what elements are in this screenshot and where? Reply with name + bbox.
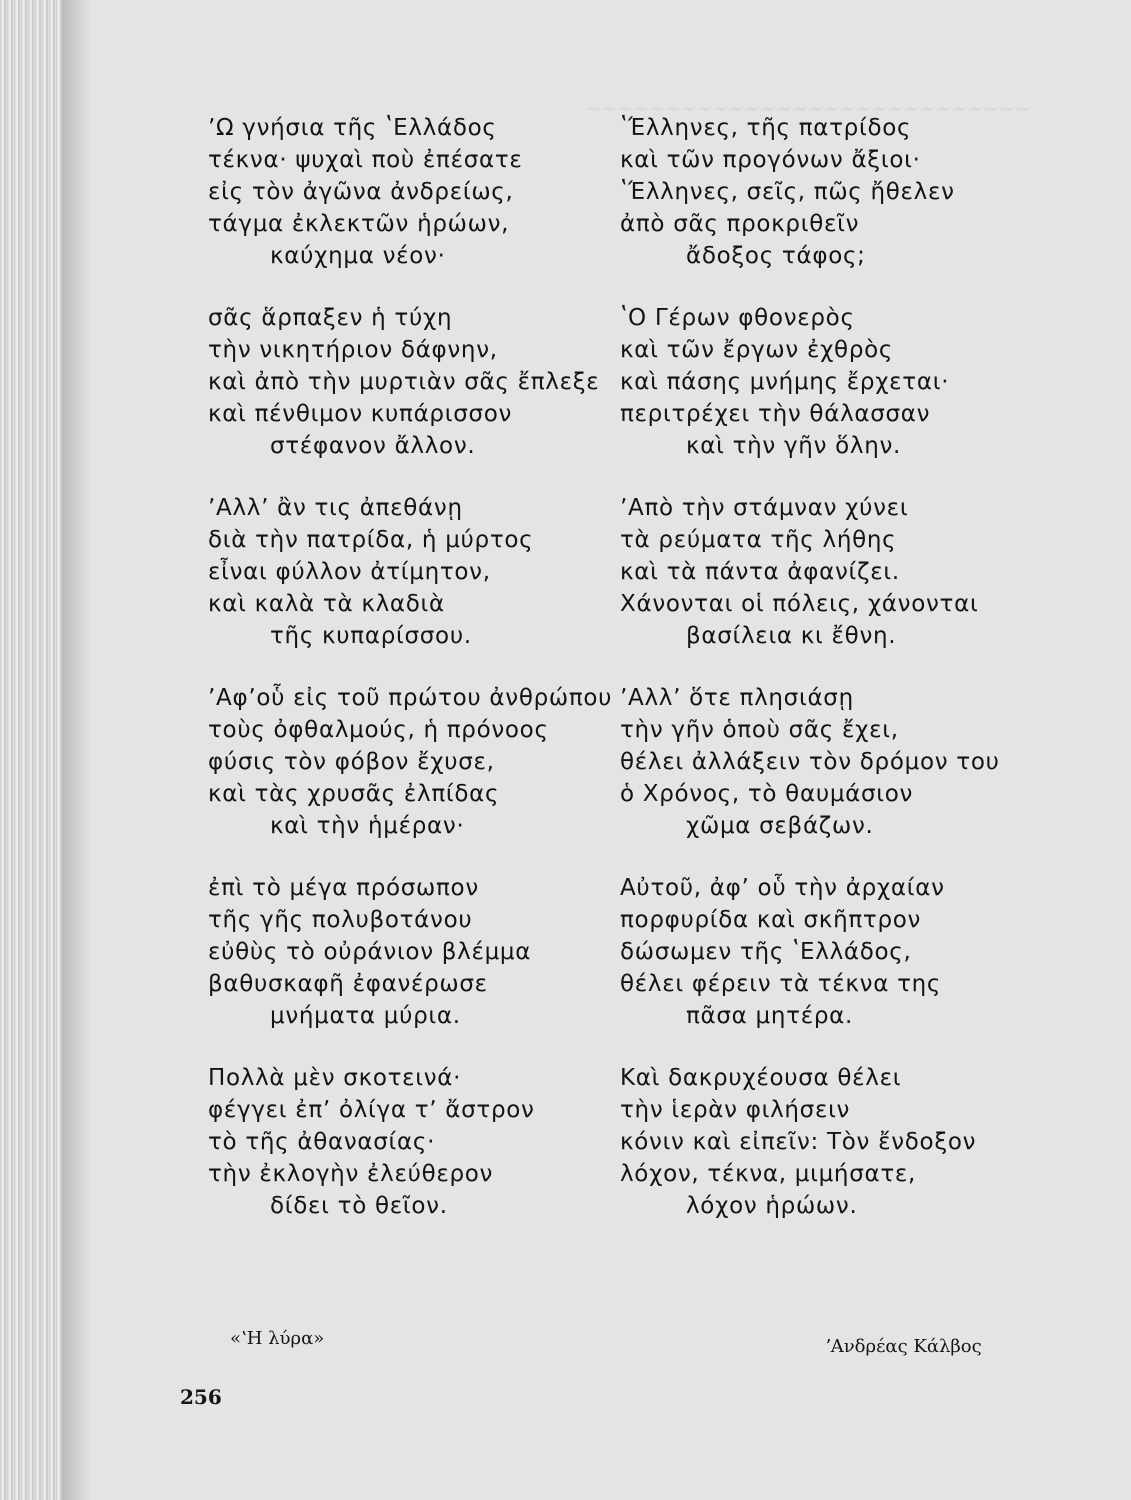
verse-line: Χάνονται οἱ πόλεις, χάνονται xyxy=(620,591,979,617)
verse-line: καύχημα νέον· xyxy=(270,243,446,269)
verse-line: καὶ τῶν προγόνων ἄξιοι· xyxy=(620,147,921,173)
verse-line: λόχον, τέκνα, μιμήσατε, xyxy=(620,1161,917,1187)
verse-line: καὶ καλὰ τὰ κλαδιὰ xyxy=(208,591,445,617)
verse-line: τὴν ἱερὰν φιλήσειν xyxy=(620,1097,851,1123)
stanza xyxy=(620,1062,1040,1222)
verse-line: περιτρέχει τὴν θάλασσαν xyxy=(620,401,931,427)
verse-line: θέλει φέρειν τὰ τέκνα της xyxy=(620,971,942,997)
verse-line: πᾶσα μητέρα. xyxy=(686,1003,854,1029)
stanza-break xyxy=(208,462,608,492)
stanza-break xyxy=(620,1032,1040,1062)
verse-line: ʼΑλλʼ ὅτε πλησιάσῃ xyxy=(620,685,854,711)
verse-line: ὁ Χρόνος, τὸ θαυμάσιον xyxy=(620,781,914,807)
left-poem-column xyxy=(208,112,613,1222)
verse-line: εὐθὺς τὸ οὐράνιον βλέμμα xyxy=(208,939,532,965)
verse-line: τὴν νικητήριον δάφνην, xyxy=(208,337,498,363)
verse-line: μνήματα μύρια. xyxy=(270,1003,461,1029)
right-poem-column xyxy=(620,112,1040,1222)
verse-line: τὴν ἐκλογὴν ἐλεύθερον xyxy=(208,1161,494,1187)
verse-line: Αὐτοῦ, ἀφʼ οὗ τὴν ἀρχαίαν xyxy=(620,875,945,901)
poem-source: «ʽΗ λύρα» xyxy=(230,1328,325,1349)
verse-line: βασίλεια κι ἔθνη. xyxy=(686,623,897,649)
verse-line: δίδει τὸ θεῖον. xyxy=(270,1193,448,1219)
page-number: 256 xyxy=(180,1385,222,1409)
verse-line: Πολλὰ μὲν σκοτεινά· xyxy=(208,1065,462,1091)
verse-line: σᾶς ἅρπαξεν ἡ τύχη xyxy=(208,305,453,331)
verse-line: δώσωμεν τῆς ʽΕλλάδος, xyxy=(620,939,912,965)
verse-line: τέκνα· ψυχαὶ ποὺ ἐπέσατε xyxy=(208,147,523,173)
verse-line: τάγμα ἐκλεκτῶν ἡρώων, xyxy=(208,211,510,237)
verse-line: καὶ τῶν ἔργων ἐχθρὸς xyxy=(620,337,894,363)
verse-line: φύσις τὸν φόβον ἔχυσε, xyxy=(208,749,495,775)
verse-line: τὴν γῆν ὁποὺ σᾶς ἔχει, xyxy=(620,717,899,743)
verse-line: βαθυσκαφῆ ἐφανέρωσε xyxy=(208,971,488,997)
verse-line: κόνιν καὶ εἰπεῖν: Τὸν ἔνδοξον xyxy=(620,1129,977,1155)
verse-line: πορφυρίδα καὶ σκῆπτρον xyxy=(620,907,922,933)
stanza-break xyxy=(208,272,608,302)
stanza xyxy=(620,112,1040,272)
stanza xyxy=(208,872,608,1032)
stanza xyxy=(620,872,1040,1032)
verse-line: ʼΩ γνήσια τῆς ʽΕλλάδος xyxy=(208,115,497,141)
gutter-shadow xyxy=(62,0,92,1500)
verse-line: ἀπὸ σᾶς προκριθεῖν xyxy=(620,211,860,237)
verse-line: εἰς τὸν ἀγῶνα ἀνδρείως, xyxy=(208,179,514,205)
verse-line: ʽΈλληνες, σεῖς, πῶς ἤθελεν xyxy=(620,179,955,205)
verse-line: διὰ τὴν πατρίδα, ἡ μύρτος xyxy=(208,527,534,553)
verse-line: εἶναι φύλλον ἀτίμητον, xyxy=(208,559,491,585)
stanza xyxy=(208,492,608,652)
stanza xyxy=(208,302,608,462)
verse-line: ἄδοξος τάφος; xyxy=(686,243,866,269)
stanza-break xyxy=(208,652,608,682)
verse-line: Καὶ δακρυχέουσα θέλει xyxy=(620,1065,902,1091)
verse-line: ἐπὶ τὸ μέγα πρόσωπον xyxy=(208,875,479,901)
verse-line: τῆς κυπαρίσσου. xyxy=(270,623,472,649)
verse-line: καὶ ἀπὸ τὴν μυρτιὰν σᾶς ἔπλεξε xyxy=(208,369,600,395)
verse-line: ʼΑλλʼ ἂν τις ἀπεθάνῃ xyxy=(208,495,463,521)
stanza xyxy=(208,112,608,272)
verse-line: χῶμα σεβάζων. xyxy=(686,813,874,839)
stanza-break xyxy=(620,272,1040,302)
verse-line: θέλει ἀλλάξειν τὸν δρόμον του xyxy=(620,749,1000,775)
verse-line: καὶ τὰ πάντα ἀφανίζει. xyxy=(620,559,900,585)
verse-line: τὰ ρεύματα τῆς λήθης xyxy=(620,527,897,553)
verse-line: φέγγει ἐπʼ ὀλίγα τʼ ἄστρον xyxy=(208,1097,535,1123)
stanza xyxy=(620,492,1040,652)
stanza-break xyxy=(620,462,1040,492)
verse-line: καὶ πάσης μνήμης ἔρχεται· xyxy=(620,369,950,395)
verse-line: ʽΈλληνες, τῆς πατρίδος xyxy=(620,115,912,141)
verse-line: ʼΑφʼοὗ εἰς τοῦ πρώτου ἀνθρώπου xyxy=(208,685,613,711)
verse-line: καὶ τὰς χρυσᾶς ἐλπίδας xyxy=(208,781,500,807)
verse-line: καὶ τὴν ἡμέραν· xyxy=(270,813,465,839)
book-page-edges xyxy=(0,0,62,1500)
verse-line: τοὺς ὀφθαλμούς, ἡ πρόνοος xyxy=(208,717,549,743)
verse-line: καὶ πένθιμον κυπάρισσον xyxy=(208,401,513,427)
verse-line: τῆς γῆς πολυβοτάνου xyxy=(208,907,473,933)
stanza xyxy=(208,1062,608,1222)
stanza xyxy=(620,682,1040,842)
verse-line: ʼΑπὸ τὴν στάμναν χύνει xyxy=(620,495,909,521)
stanza xyxy=(620,302,1040,462)
stanza-break xyxy=(208,1032,608,1062)
stanza-break xyxy=(620,842,1040,872)
poem-author: ʼΑνδρέας Κάλβος xyxy=(825,1336,982,1357)
show-through-text: ~~~~~~~~~~~~~~~~~~~~~~~~~~~~ xyxy=(585,98,1031,120)
verse-line: καὶ τὴν γῆν ὅλην. xyxy=(686,433,902,459)
stanza xyxy=(208,682,613,842)
verse-line: στέφανον ἄλλον. xyxy=(270,433,476,459)
verse-line: λόχον ἡρώων. xyxy=(686,1193,858,1219)
verse-line: τὸ τῆς ἀθανασίας· xyxy=(208,1129,436,1155)
stanza-break xyxy=(620,652,1040,682)
stanza-break xyxy=(208,842,608,872)
verse-line: ʽΟ Γέρων φθονερὸς xyxy=(620,305,855,331)
